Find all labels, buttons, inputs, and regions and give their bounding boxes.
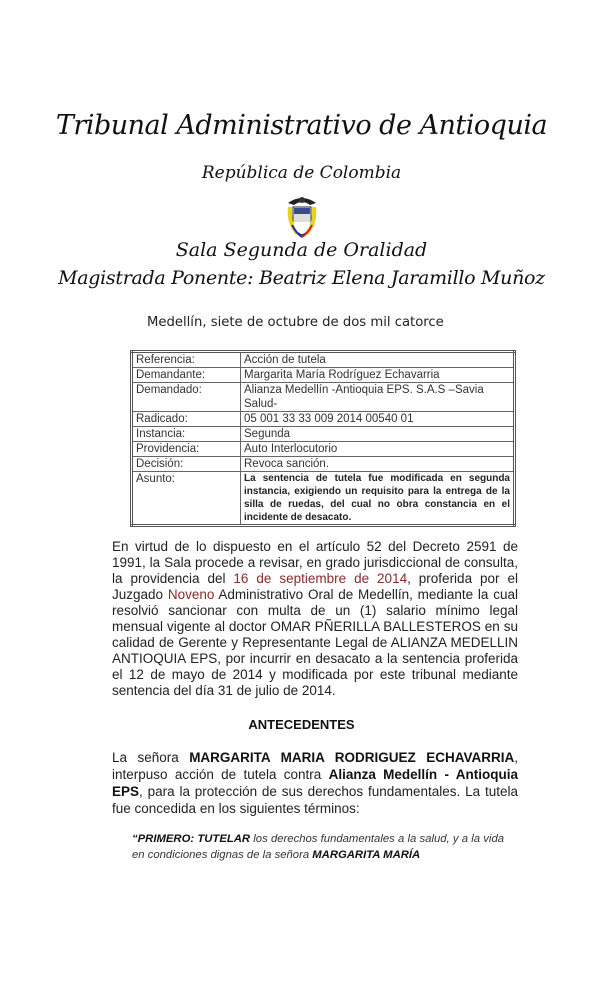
table-row — [132, 352, 515, 368]
row-value: Acción de tutela — [241, 352, 515, 368]
row-label: Radicado: — [132, 412, 241, 427]
table-row — [132, 412, 515, 427]
row-label: Asunto: — [132, 472, 241, 526]
defendant-name: Alianza Medellín - Antioquia EPS — [112, 767, 519, 799]
ruling-heading: “PRIMERO: TUTELAR — [132, 833, 251, 845]
table-row — [132, 383, 515, 412]
court-title: Tribunal Administrativo de Antioquia — [55, 110, 548, 141]
row-value: Auto Interlocutorio — [241, 442, 515, 457]
text: La señora — [112, 750, 190, 765]
row-label: Demandado: — [132, 383, 241, 412]
text: los derechos fundamentales a la salud, y a la vida en condiciones dignas de la señora — [132, 833, 505, 861]
row-value: Segunda — [241, 427, 515, 442]
country-title: República de Colombia — [201, 163, 402, 183]
case-info-table — [130, 350, 516, 527]
paragraph-background — [112, 749, 518, 817]
quoted-ruling — [132, 831, 504, 863]
text: , proferida por el Juzgado — [112, 571, 518, 602]
table-row — [132, 472, 515, 526]
table-row — [132, 427, 515, 442]
row-value: Margarita María Rodríguez Echavarria — [241, 368, 515, 383]
coat-of-arms-icon — [284, 193, 320, 239]
row-value: Alianza Medellín -Antioquia EPS. S.A.S –Savia Salud- — [241, 383, 515, 412]
highlighted-date: 16 de septiembre de 2014 — [233, 571, 408, 586]
section-heading: ANTECEDENTES — [248, 717, 355, 732]
document-date: Medellín, siete de octubre de dos mil catorce — [147, 315, 444, 330]
paragraph-intro — [112, 539, 518, 699]
table-row — [132, 442, 515, 457]
text: , interpuso acción de tutela contra — [112, 750, 519, 782]
table-row — [132, 368, 515, 383]
row-label: Instancia: — [132, 427, 241, 442]
plaintiff-name: MARGARITA MARIA RODRIGUEZ ECHAVARRIA — [189, 750, 515, 765]
row-value: 05 001 33 33 009 2014 00540 01 — [241, 412, 515, 427]
table-row — [132, 457, 515, 472]
highlighted-court: Noveno — [167, 587, 215, 602]
document-body — [0, 350, 603, 863]
row-label: Decisión: — [132, 457, 241, 472]
row-value: La sentencia de tutela fue modificada en segunda instancia, exigiendo un requisito para la entrega de la silla de ruedas, del cual no obra constancia en el incidente de desacato. — [241, 472, 515, 526]
magistrate-title: Magistrada Ponente: Beatriz Elena Jaramillo Muñoz — [58, 267, 545, 289]
row-label: Providencia: — [132, 442, 241, 457]
plaintiff-name: MARGARITA MARÍA — [312, 849, 421, 861]
text: En virtud de lo dispuesto en el artículo 52 del Decreto 2591 de 1991, la Sala procede a revisar, en grado jurisdiccional de consulta, la providencia del — [112, 539, 518, 586]
row-label: Demandante: — [132, 368, 241, 383]
chamber-title: Sala Segunda de Oralidad — [175, 239, 428, 261]
text: Administrativo Oral de Medellín, mediante la cual resolvió sancionar con multa de un (1) salario mínimo legal mensual vigente al doctor OMAR PÑERILLA BALLESTEROS en su calidad de Gerente y Representante Legal de ALIANZA MEDELLIN ANTIOQUIA EPS, por incurrir en desacato a la sentencia proferida el 12 de mayo de 2014 y modificada por este tribunal mediante sentencia del día 31 de julio de 2014. — [112, 587, 518, 698]
row-label: Referencia: — [132, 352, 241, 368]
row-value: Revoca sanción. — [241, 457, 515, 472]
text: , para la protección de sus derechos fundamentales. La tutela fue concedida en los siguientes términos: — [112, 784, 518, 816]
